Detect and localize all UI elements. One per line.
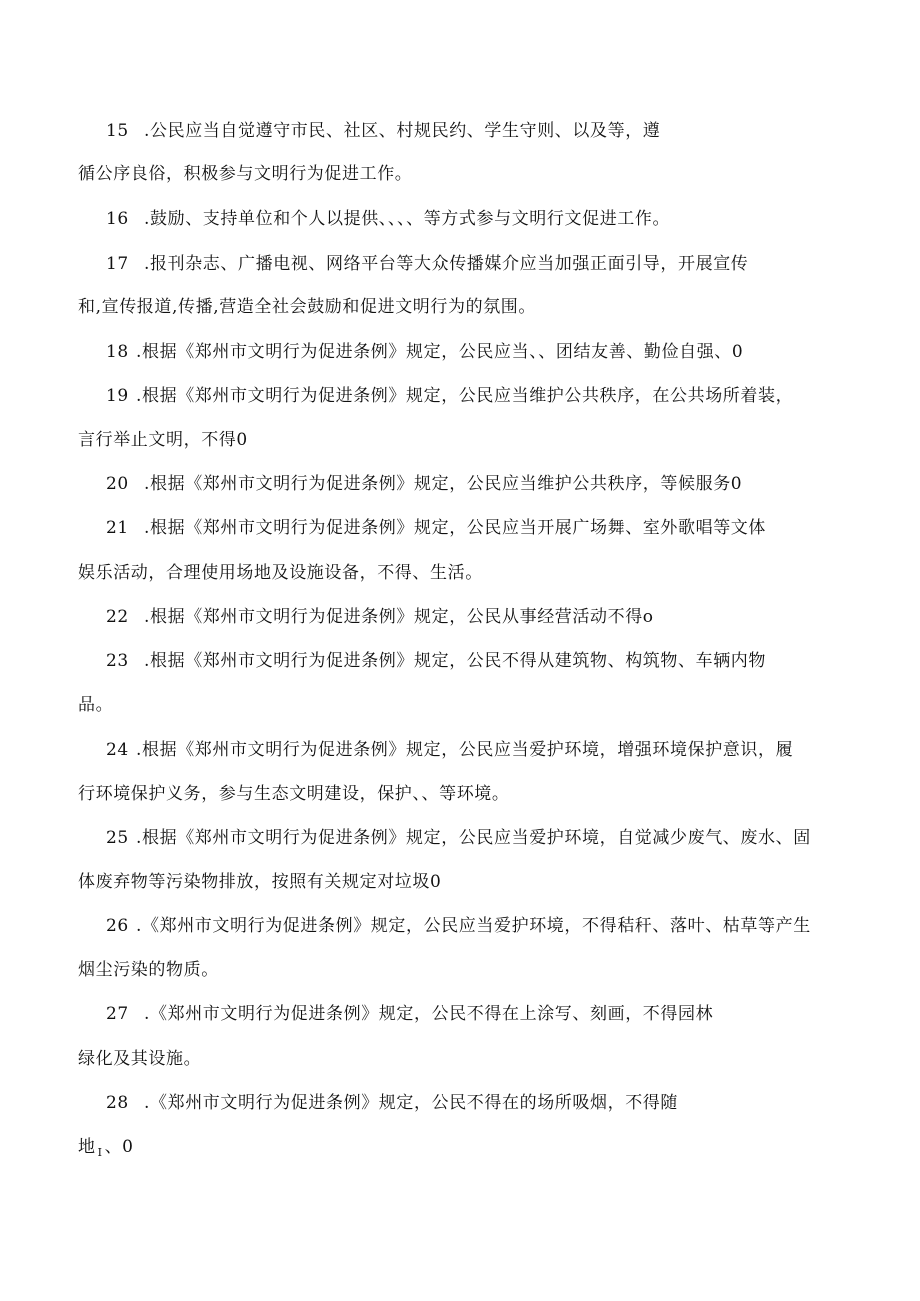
question-text: .《郑州市文明行为促进条例》规定，公民不得在上涂写、刻画，不得园林	[144, 1004, 714, 1024]
question-28-line-2	[78, 1135, 134, 1165]
question-number: 25	[106, 828, 129, 848]
question-26-line-1	[106, 914, 811, 938]
question-number: 17	[106, 254, 129, 274]
question-number: 28	[106, 1093, 129, 1113]
question-number: 15	[106, 121, 129, 141]
question-text: .根据《郑州市文明行为促进条例》规定，公民应当开展广场舞、室外歌唱等文体	[144, 518, 767, 538]
question-20-line-1	[106, 472, 742, 496]
question-28-line-1	[106, 1091, 678, 1115]
question-26-line-2: 烟尘污染的物质。	[78, 960, 219, 980]
question-number: 22	[106, 607, 129, 627]
question-number: 21	[106, 518, 129, 538]
question-27-line-2: 绿化及其设施。	[78, 1049, 202, 1069]
question-number: 16	[106, 209, 129, 229]
question-number: 19	[106, 386, 129, 406]
question-25-line-1	[106, 826, 811, 850]
question-text: .根据《郑州市文明行为促进条例》规定，公民应当维护公共秩序，在公共场所着装，	[136, 386, 794, 406]
question-number: 26	[106, 916, 129, 936]
question-text: .《郑州市文明行为促进条例》规定，公民不得在的场所吸烟，不得随	[144, 1093, 679, 1113]
question-27-line-1	[106, 1002, 713, 1026]
question-text: .根据《郑州市文明行为促进条例》规定，公民应当爱护环境，自觉减少废气、废水、固	[136, 828, 811, 848]
question-16-line-1	[106, 207, 670, 231]
question-number: 20	[106, 474, 129, 494]
question-text: .公民应当自觉遵守市民、社区、村规民约、学生守则、以及等，遵	[144, 121, 661, 141]
question-22-line-1	[106, 605, 654, 629]
question-text: .根据《郑州市文明行为促进条例》规定，公民应当爱护环境，增强环境保护意识，履	[136, 740, 794, 760]
question-text: .根据《郑州市文明行为促进条例》规定，公民应当、、团结友善、勤俭自强、0	[136, 342, 744, 362]
question-15-line-2: 循公序良俗，积极参与文明行为促进工作。	[78, 164, 413, 184]
question-number: 18	[106, 342, 129, 362]
question-19-line-2: 言行举止文明，不得0	[78, 430, 248, 450]
question-text: .根据《郑州市文明行为促进条例》规定，公民从事经营活动不得o	[144, 607, 654, 627]
question-text: .鼓励、支持单位和个人以提供、、、、等方式参与文明行文促进工作。	[144, 209, 671, 229]
question-text: .《郑州市文明行为促进条例》规定，公民应当爱护环境，不得秸秆、落叶、枯草等产生	[136, 916, 811, 936]
question-17-line-1	[106, 252, 748, 276]
question-number: 24	[106, 740, 129, 760]
question-number: 23	[106, 651, 129, 671]
question-text: .报刊杂志、广播电视、网络平台等大众传播媒介应当加强正面引导，开展宣传	[144, 254, 749, 274]
question-24-line-2: 行环境保护义务，参与生态文明建设，保护、、等环境。	[78, 784, 510, 804]
question-21-line-1	[106, 516, 766, 540]
question-text-tail: 、0	[104, 1137, 134, 1157]
question-text: .根据《郑州市文明行为促进条例》规定，公民应当维护公共秩序，等候服务0	[144, 474, 743, 494]
question-23-line-2: 品。	[78, 695, 114, 715]
question-text: .根据《郑州市文明行为促进条例》规定，公民不得从建筑物、构筑物、车辆内物	[144, 651, 767, 671]
subscript-mark: I	[97, 1146, 103, 1159]
question-15-line-1	[106, 119, 660, 143]
question-25-line-2: 体废弃物等污染物排放，按照有关规定对垃圾0	[78, 872, 442, 892]
question-17-line-2: 和,宣传报道,传播,营造全社会鼓励和促进文明行为的氛围。	[78, 297, 537, 317]
question-number: 27	[106, 1004, 129, 1024]
question-23-line-1	[106, 649, 766, 673]
question-text: 地	[78, 1137, 96, 1157]
question-18-line-1	[106, 340, 743, 364]
question-24-line-1	[106, 738, 793, 762]
question-19-line-1	[106, 384, 793, 408]
question-21-line-2: 娱乐活动，合理使用场地及设施设备，不得、生活。	[78, 563, 483, 583]
